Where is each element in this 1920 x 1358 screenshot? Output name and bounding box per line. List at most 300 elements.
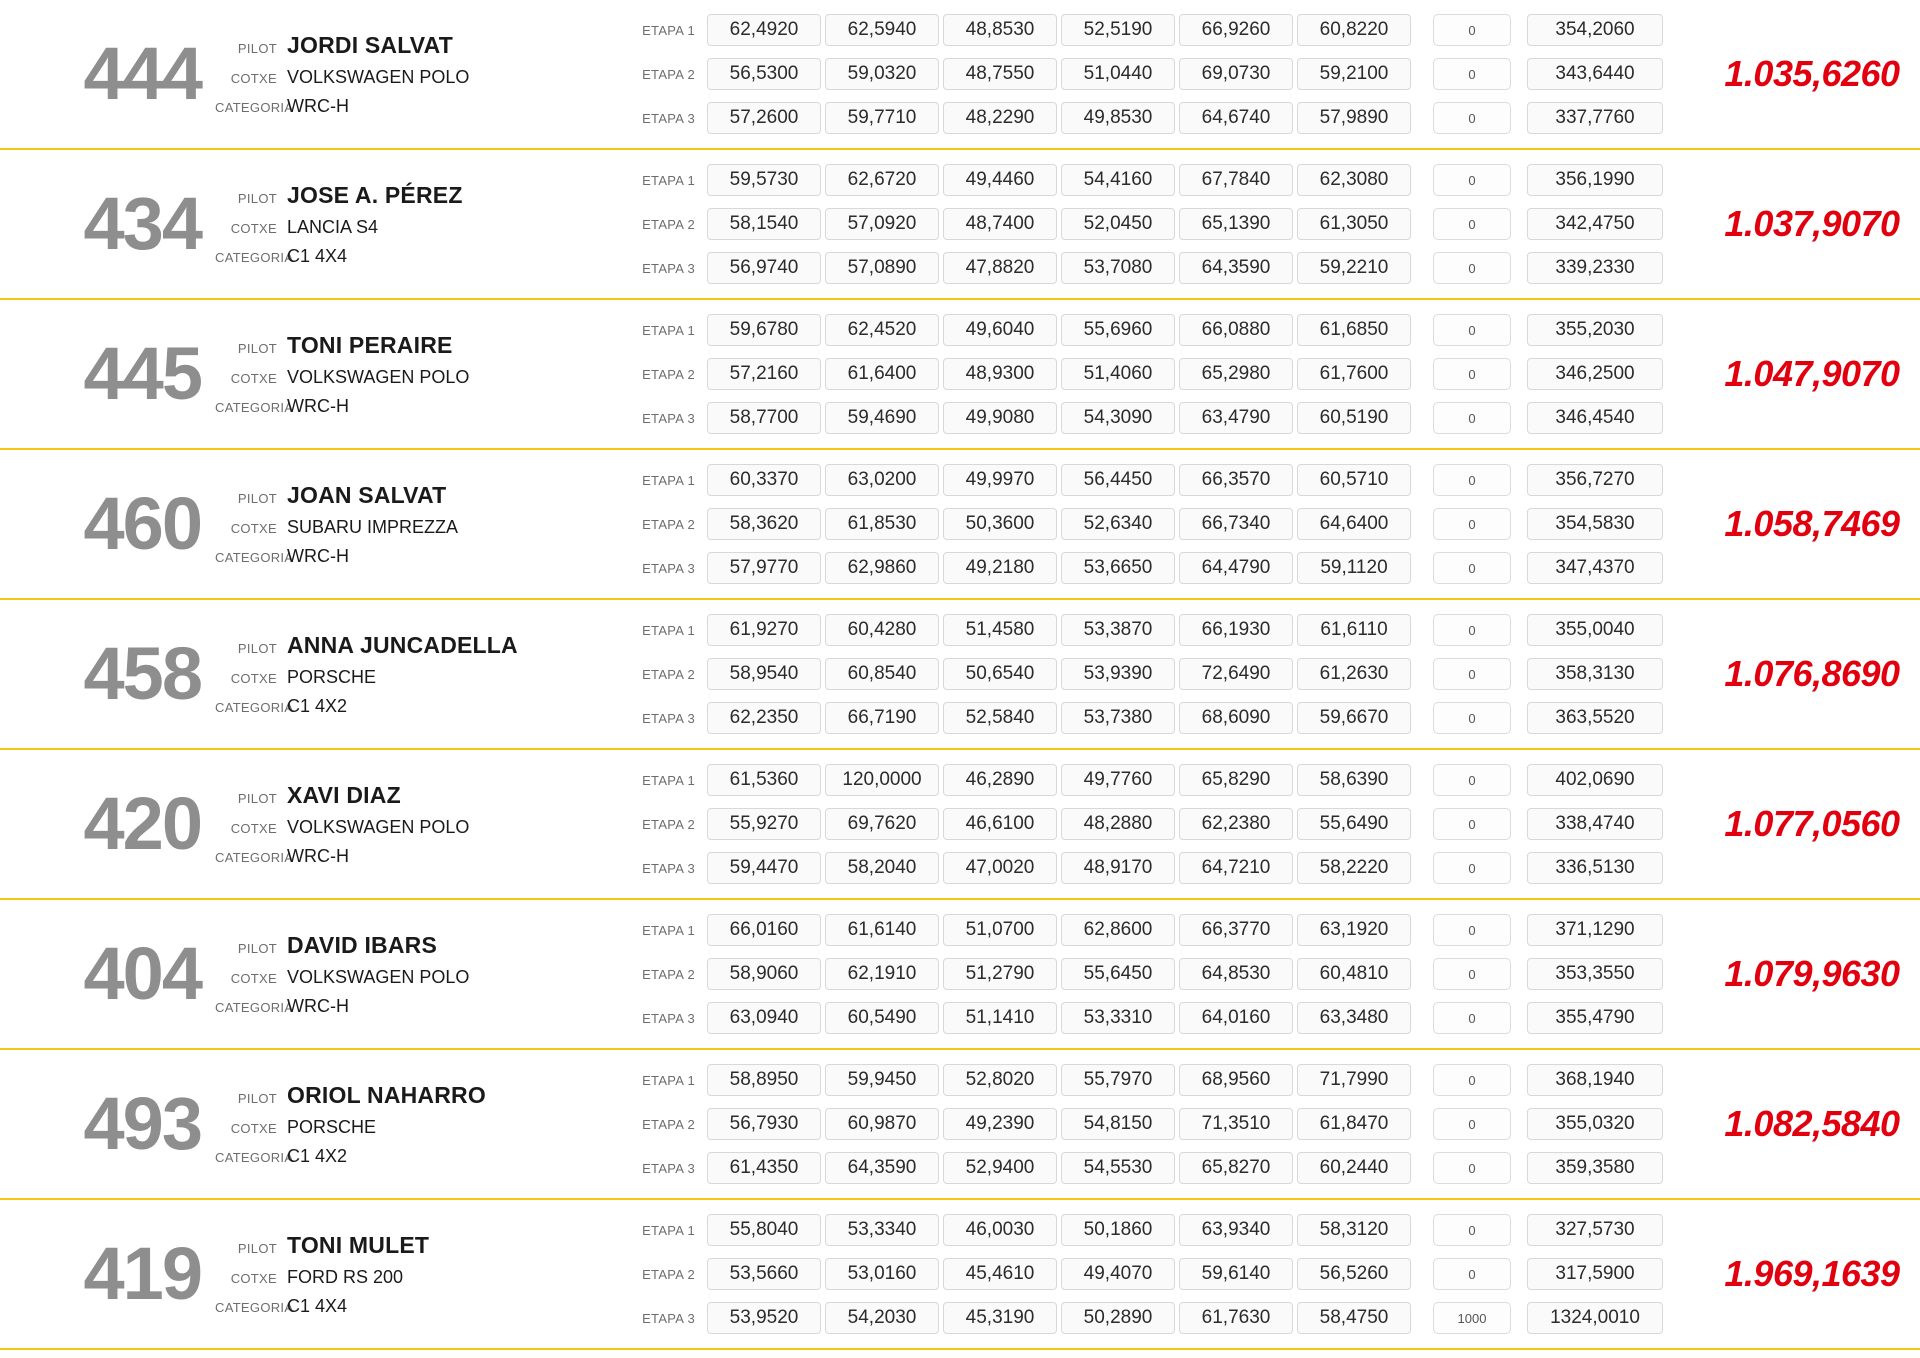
section-time[interactable]: 68,9560	[1179, 1064, 1293, 1096]
grand-total-cell	[1663, 150, 1920, 298]
section-time[interactable]: 61,6110	[1297, 614, 1411, 646]
section-time[interactable]: 57,9890	[1297, 102, 1411, 134]
section-time[interactable]: 48,2290	[943, 102, 1057, 134]
pilot-label: PILOT	[237, 640, 277, 656]
penalty-value[interactable]: 0	[1433, 14, 1511, 46]
section-time[interactable]: 55,7970	[1061, 1064, 1175, 1096]
stage-total[interactable]: 355,0040	[1527, 614, 1663, 646]
section-time[interactable]: 66,7190	[825, 702, 939, 734]
stage-label: ETAPA 2	[642, 966, 695, 982]
penalty-value[interactable]: 0	[1433, 852, 1511, 884]
section-time[interactable]: 51,2790	[943, 958, 1057, 990]
section-time[interactable]: 60,8540	[825, 658, 939, 690]
section-time[interactable]: 57,9770	[707, 552, 821, 584]
section-time[interactable]: 53,5660	[707, 1258, 821, 1290]
stage-total[interactable]: 354,2060	[1527, 14, 1663, 46]
info-row	[215, 182, 635, 209]
section-time[interactable]: 72,6490	[1179, 658, 1293, 690]
section-time[interactable]: 59,2100	[1297, 58, 1411, 90]
section-time[interactable]: 51,4060	[1061, 358, 1175, 390]
competitor-number: 420	[83, 782, 201, 865]
stage-row	[635, 758, 1663, 802]
section-time[interactable]: 57,2600	[707, 102, 821, 134]
section-time[interactable]: 51,0440	[1061, 58, 1175, 90]
stage-total[interactable]: 337,7760	[1527, 102, 1663, 134]
section-time[interactable]: 52,5190	[1061, 14, 1175, 46]
section-time[interactable]: 55,8040	[707, 1214, 821, 1246]
pilot-name: ORIOL NAHARRO	[287, 1081, 486, 1108]
section-time[interactable]: 61,6850	[1297, 314, 1411, 346]
section-time[interactable]: 58,7700	[707, 402, 821, 434]
section-time[interactable]: 64,4790	[1179, 552, 1293, 584]
section-time[interactable]: 63,3480	[1297, 1002, 1411, 1034]
grand-total: 1.076,8690	[1724, 653, 1900, 694]
section-time[interactable]: 45,4610	[943, 1258, 1057, 1290]
competitor-number-cell	[0, 300, 215, 448]
section-time[interactable]: 61,6400	[825, 358, 939, 390]
section-time[interactable]: 66,7340	[1179, 508, 1293, 540]
section-time[interactable]: 64,6740	[1179, 102, 1293, 134]
category-label: CATEGORIA	[215, 699, 294, 715]
section-time[interactable]: 61,9270	[707, 614, 821, 646]
section-time[interactable]: 71,3510	[1179, 1108, 1293, 1140]
stage-row	[635, 308, 1663, 352]
info-row	[215, 1146, 635, 1167]
section-time[interactable]: 65,8290	[1179, 764, 1293, 796]
info-row	[215, 1232, 635, 1259]
stage-total[interactable]: 346,2500	[1527, 358, 1663, 390]
section-time[interactable]: 59,6670	[1297, 702, 1411, 734]
info-row	[215, 217, 635, 238]
info-row	[215, 96, 635, 117]
penalty-value[interactable]: 0	[1433, 1258, 1511, 1290]
stage-label: ETAPA 2	[642, 516, 695, 532]
penalty-value[interactable]: 0	[1433, 508, 1511, 540]
stage-label: ETAPA 3	[642, 260, 695, 276]
section-time[interactable]: 64,3590	[1179, 252, 1293, 284]
pilot-label: PILOT	[237, 1090, 277, 1106]
penalty-value[interactable]: 0	[1433, 702, 1511, 734]
info-row	[215, 817, 635, 838]
section-time[interactable]: 53,9390	[1061, 658, 1175, 690]
section-time[interactable]: 71,7990	[1297, 1064, 1411, 1096]
penalty-value[interactable]: 0	[1433, 958, 1511, 990]
penalty-value[interactable]: 0	[1433, 658, 1511, 690]
section-time[interactable]: 49,2180	[943, 552, 1057, 584]
section-time[interactable]: 66,3770	[1179, 914, 1293, 946]
section-time[interactable]: 52,8020	[943, 1064, 1057, 1096]
section-time[interactable]: 60,2440	[1297, 1152, 1411, 1184]
section-time[interactable]: 59,5730	[707, 164, 821, 196]
competitor-info	[215, 300, 635, 448]
stage-total[interactable]: 368,1940	[1527, 1064, 1663, 1096]
competitor-info	[215, 0, 635, 148]
stage-total[interactable]: 327,5730	[1527, 1214, 1663, 1246]
stage-row	[635, 1058, 1663, 1102]
section-time[interactable]: 48,2880	[1061, 808, 1175, 840]
section-time[interactable]: 58,3120	[1297, 1214, 1411, 1246]
section-time[interactable]: 62,2350	[707, 702, 821, 734]
penalty-value[interactable]: 0	[1433, 314, 1511, 346]
competitor-info	[215, 900, 635, 1048]
stage-total[interactable]: 336,5130	[1527, 852, 1663, 884]
section-time[interactable]: 50,3600	[943, 508, 1057, 540]
section-time[interactable]: 65,2980	[1179, 358, 1293, 390]
section-time[interactable]: 54,3090	[1061, 402, 1175, 434]
car-label: COTXE	[230, 70, 277, 86]
stage-total[interactable]: 355,0320	[1527, 1108, 1663, 1140]
stage-total[interactable]: 356,7270	[1527, 464, 1663, 496]
section-time[interactable]: 55,6450	[1061, 958, 1175, 990]
section-time[interactable]: 57,0920	[825, 208, 939, 240]
section-time[interactable]: 58,2040	[825, 852, 939, 884]
section-time[interactable]: 62,4920	[707, 14, 821, 46]
section-time[interactable]: 68,6090	[1179, 702, 1293, 734]
penalty-value[interactable]: 0	[1433, 764, 1511, 796]
penalty-value[interactable]: 0	[1433, 208, 1511, 240]
result-entry	[0, 1200, 1920, 1350]
section-time[interactable]: 65,1390	[1179, 208, 1293, 240]
stage-label: ETAPA 2	[642, 666, 695, 682]
section-time[interactable]: 56,5300	[707, 58, 821, 90]
section-time[interactable]: 53,0160	[825, 1258, 939, 1290]
penalty-value[interactable]: 0	[1433, 1108, 1511, 1140]
section-time[interactable]: 62,9860	[825, 552, 939, 584]
stage-total[interactable]: 353,3550	[1527, 958, 1663, 990]
stage-total[interactable]: 402,0690	[1527, 764, 1663, 796]
stage-row	[635, 1102, 1663, 1146]
section-time[interactable]: 59,4690	[825, 402, 939, 434]
section-time[interactable]: 49,9970	[943, 464, 1057, 496]
penalty-value[interactable]: 0	[1433, 552, 1511, 584]
section-time[interactable]: 120,0000	[825, 764, 939, 796]
section-time[interactable]: 61,3050	[1297, 208, 1411, 240]
section-time[interactable]: 60,4280	[825, 614, 939, 646]
stage-total[interactable]: 346,4540	[1527, 402, 1663, 434]
info-row	[215, 846, 635, 867]
section-time[interactable]: 46,0030	[943, 1214, 1057, 1246]
section-time[interactable]: 62,5940	[825, 14, 939, 46]
section-time[interactable]: 62,8600	[1061, 914, 1175, 946]
stage-row	[635, 908, 1663, 952]
section-time[interactable]: 47,8820	[943, 252, 1057, 284]
section-time[interactable]: 64,8530	[1179, 958, 1293, 990]
penalty-value[interactable]: 0	[1433, 58, 1511, 90]
section-time[interactable]: 57,0890	[825, 252, 939, 284]
stage-row	[635, 996, 1663, 1040]
section-time[interactable]: 59,7710	[825, 102, 939, 134]
section-time[interactable]: 61,8470	[1297, 1108, 1411, 1140]
section-time[interactable]: 48,9300	[943, 358, 1057, 390]
section-time[interactable]: 53,7080	[1061, 252, 1175, 284]
penalty-value[interactable]: 0	[1433, 402, 1511, 434]
section-time[interactable]: 50,2890	[1061, 1302, 1175, 1334]
section-time[interactable]: 67,7840	[1179, 164, 1293, 196]
car-name: VOLKSWAGEN POLO	[287, 366, 470, 387]
penalty-value[interactable]: 1000	[1433, 1302, 1511, 1334]
stage-total[interactable]: 343,6440	[1527, 58, 1663, 90]
info-row	[215, 367, 635, 388]
stage-total[interactable]: 1324,0010	[1527, 1302, 1663, 1334]
info-row	[215, 932, 635, 959]
section-time[interactable]: 59,4470	[707, 852, 821, 884]
section-time[interactable]: 49,9080	[943, 402, 1057, 434]
penalty-value[interactable]: 0	[1433, 1002, 1511, 1034]
stage-label: ETAPA 3	[642, 1160, 695, 1176]
section-time[interactable]: 50,1860	[1061, 1214, 1175, 1246]
section-time[interactable]: 54,5530	[1061, 1152, 1175, 1184]
section-time[interactable]: 49,8530	[1061, 102, 1175, 134]
section-time[interactable]: 49,6040	[943, 314, 1057, 346]
section-time[interactable]: 46,6100	[943, 808, 1057, 840]
section-time[interactable]: 53,3870	[1061, 614, 1175, 646]
section-time[interactable]: 61,7630	[1179, 1302, 1293, 1334]
section-time[interactable]: 63,0200	[825, 464, 939, 496]
stage-total[interactable]: 355,4790	[1527, 1002, 1663, 1034]
section-time[interactable]: 62,3080	[1297, 164, 1411, 196]
section-time[interactable]: 56,5260	[1297, 1258, 1411, 1290]
penalty-value[interactable]: 0	[1433, 914, 1511, 946]
section-time[interactable]: 59,6140	[1179, 1258, 1293, 1290]
info-row	[215, 67, 635, 88]
section-time[interactable]: 66,0880	[1179, 314, 1293, 346]
section-time[interactable]: 60,5710	[1297, 464, 1411, 496]
penalty-value[interactable]: 0	[1433, 252, 1511, 284]
section-time[interactable]: 52,0450	[1061, 208, 1175, 240]
result-entry	[0, 750, 1920, 900]
section-time[interactable]: 55,9270	[707, 808, 821, 840]
stage-times	[635, 900, 1663, 1048]
section-time[interactable]: 60,8220	[1297, 14, 1411, 46]
section-time[interactable]: 63,1920	[1297, 914, 1411, 946]
section-time[interactable]: 60,9870	[825, 1108, 939, 1140]
section-time[interactable]: 61,8530	[825, 508, 939, 540]
section-time[interactable]: 58,8950	[707, 1064, 821, 1096]
stage-total[interactable]: 358,3130	[1527, 658, 1663, 690]
section-time[interactable]: 55,6960	[1061, 314, 1175, 346]
section-time[interactable]: 58,4750	[1297, 1302, 1411, 1334]
car-name: VOLKSWAGEN POLO	[287, 966, 470, 987]
car-label: COTXE	[230, 970, 277, 986]
section-time[interactable]: 48,8530	[943, 14, 1057, 46]
section-time[interactable]: 62,6720	[825, 164, 939, 196]
grand-total: 1.037,9070	[1724, 203, 1900, 244]
section-time[interactable]: 59,0320	[825, 58, 939, 90]
section-time[interactable]: 52,9400	[943, 1152, 1057, 1184]
section-time[interactable]: 58,9060	[707, 958, 821, 990]
section-time[interactable]: 61,5360	[707, 764, 821, 796]
stage-total[interactable]: 359,3580	[1527, 1152, 1663, 1184]
section-time[interactable]: 48,7550	[943, 58, 1057, 90]
section-time[interactable]: 51,1410	[943, 1002, 1057, 1034]
competitor-info	[215, 1050, 635, 1198]
competitor-number: 419	[83, 1232, 201, 1315]
section-time[interactable]: 62,4520	[825, 314, 939, 346]
section-time[interactable]: 46,2890	[943, 764, 1057, 796]
category-name: C1 4X4	[287, 245, 348, 266]
penalty-value[interactable]: 0	[1433, 614, 1511, 646]
stage-label: ETAPA 2	[642, 816, 695, 832]
pilot-label: PILOT	[237, 940, 277, 956]
stage-label: ETAPA 1	[642, 172, 695, 188]
car-label: COTXE	[230, 220, 277, 236]
section-time[interactable]: 54,8150	[1061, 1108, 1175, 1140]
section-time[interactable]: 64,0160	[1179, 1002, 1293, 1034]
section-time[interactable]: 66,0160	[707, 914, 821, 946]
section-time[interactable]: 53,3310	[1061, 1002, 1175, 1034]
section-time[interactable]: 49,4460	[943, 164, 1057, 196]
section-time[interactable]: 60,3370	[707, 464, 821, 496]
stage-total[interactable]: 355,2030	[1527, 314, 1663, 346]
section-time[interactable]: 52,6340	[1061, 508, 1175, 540]
competitor-info	[215, 1200, 635, 1348]
section-time[interactable]: 53,7380	[1061, 702, 1175, 734]
competitor-info	[215, 150, 635, 298]
info-row	[215, 782, 635, 809]
grand-total-cell	[1663, 0, 1920, 148]
stage-total[interactable]: 338,4740	[1527, 808, 1663, 840]
category-label: CATEGORIA	[215, 1299, 294, 1315]
result-entry	[0, 1050, 1920, 1200]
section-time[interactable]: 52,5840	[943, 702, 1057, 734]
section-time[interactable]: 69,0730	[1179, 58, 1293, 90]
stage-total[interactable]: 339,2330	[1527, 252, 1663, 284]
section-time[interactable]: 61,2630	[1297, 658, 1411, 690]
penalty-value[interactable]: 0	[1433, 1064, 1511, 1096]
section-time[interactable]: 69,7620	[825, 808, 939, 840]
section-time[interactable]: 59,9450	[825, 1064, 939, 1096]
section-time[interactable]: 59,1120	[1297, 552, 1411, 584]
car-name: PORSCHE	[287, 666, 377, 687]
grand-total-cell	[1663, 750, 1920, 898]
section-time[interactable]: 63,0940	[707, 1002, 821, 1034]
stage-total[interactable]: 342,4750	[1527, 208, 1663, 240]
section-time[interactable]: 61,7600	[1297, 358, 1411, 390]
stage-total[interactable]: 356,1990	[1527, 164, 1663, 196]
stage-total[interactable]: 347,4370	[1527, 552, 1663, 584]
competitor-number-cell	[0, 450, 215, 598]
section-time[interactable]: 64,3590	[825, 1152, 939, 1184]
penalty-value[interactable]: 0	[1433, 1152, 1511, 1184]
section-time[interactable]: 65,8270	[1179, 1152, 1293, 1184]
stage-row	[635, 458, 1663, 502]
grand-total: 1.035,6260	[1724, 53, 1900, 94]
section-time[interactable]: 66,9260	[1179, 14, 1293, 46]
section-time[interactable]: 61,4350	[707, 1152, 821, 1184]
category-label: CATEGORIA	[215, 1149, 294, 1165]
category-name: C1 4X2	[287, 695, 348, 716]
section-time[interactable]: 54,2030	[825, 1302, 939, 1334]
stage-total[interactable]: 317,5900	[1527, 1258, 1663, 1290]
section-time[interactable]: 48,9170	[1061, 852, 1175, 884]
section-time[interactable]: 64,6400	[1297, 508, 1411, 540]
grand-total: 1.082,5840	[1724, 1103, 1900, 1144]
section-time[interactable]: 66,3570	[1179, 464, 1293, 496]
pilot-label: PILOT	[237, 190, 277, 206]
section-time[interactable]: 50,6540	[943, 658, 1057, 690]
penalty-value[interactable]: 0	[1433, 164, 1511, 196]
grand-total-cell	[1663, 600, 1920, 748]
section-time[interactable]: 53,9520	[707, 1302, 821, 1334]
stage-label: ETAPA 3	[642, 410, 695, 426]
section-time[interactable]: 49,7760	[1061, 764, 1175, 796]
stage-total[interactable]: 363,5520	[1527, 702, 1663, 734]
section-time[interactable]: 49,2390	[943, 1108, 1057, 1140]
competitor-number: 444	[83, 32, 201, 115]
penalty-value[interactable]: 0	[1433, 464, 1511, 496]
stage-label: ETAPA 1	[642, 322, 695, 338]
section-time[interactable]: 54,4160	[1061, 164, 1175, 196]
competitor-number-cell	[0, 750, 215, 898]
section-time[interactable]: 55,6490	[1297, 808, 1411, 840]
penalty-value[interactable]: 0	[1433, 358, 1511, 390]
section-time[interactable]: 59,2210	[1297, 252, 1411, 284]
grand-total: 1.077,0560	[1724, 803, 1900, 844]
grand-total-cell	[1663, 300, 1920, 448]
section-time[interactable]: 48,7400	[943, 208, 1057, 240]
section-time[interactable]: 57,2160	[707, 358, 821, 390]
pilot-name: XAVI DIAZ	[287, 781, 401, 808]
stage-row	[635, 1208, 1663, 1252]
section-time[interactable]: 56,4450	[1061, 464, 1175, 496]
section-time[interactable]: 58,2220	[1297, 852, 1411, 884]
penalty-value[interactable]: 0	[1433, 808, 1511, 840]
stage-label: ETAPA 3	[642, 110, 695, 126]
section-time[interactable]: 58,1540	[707, 208, 821, 240]
car-name: LANCIA S4	[287, 216, 379, 237]
stage-row	[635, 608, 1663, 652]
section-time[interactable]: 51,4580	[943, 614, 1057, 646]
section-time[interactable]: 56,9740	[707, 252, 821, 284]
section-time[interactable]: 51,0700	[943, 914, 1057, 946]
section-time[interactable]: 58,9540	[707, 658, 821, 690]
category-name: C1 4X2	[287, 1145, 348, 1166]
section-time[interactable]: 58,3620	[707, 508, 821, 540]
section-time[interactable]: 49,4070	[1061, 1258, 1175, 1290]
section-time[interactable]: 53,3340	[825, 1214, 939, 1246]
penalty-value[interactable]: 0	[1433, 102, 1511, 134]
penalty-value[interactable]: 0	[1433, 1214, 1511, 1246]
competitor-number-cell	[0, 600, 215, 748]
grand-total-cell	[1663, 450, 1920, 598]
section-time[interactable]: 56,7930	[707, 1108, 821, 1140]
section-time[interactable]: 63,9340	[1179, 1214, 1293, 1246]
section-time[interactable]: 59,6780	[707, 314, 821, 346]
stage-label: ETAPA 3	[642, 560, 695, 576]
section-time[interactable]: 62,2380	[1179, 808, 1293, 840]
category-label: CATEGORIA	[215, 999, 294, 1015]
stage-row	[635, 952, 1663, 996]
section-time[interactable]: 60,5190	[1297, 402, 1411, 434]
section-time[interactable]: 66,1930	[1179, 614, 1293, 646]
stage-total[interactable]: 371,1290	[1527, 914, 1663, 946]
section-time[interactable]: 58,6390	[1297, 764, 1411, 796]
stage-times	[635, 0, 1663, 148]
stage-times	[635, 600, 1663, 748]
info-row	[215, 332, 635, 359]
section-time[interactable]: 60,5490	[825, 1002, 939, 1034]
section-time[interactable]: 62,1910	[825, 958, 939, 990]
section-time[interactable]: 53,6650	[1061, 552, 1175, 584]
section-time[interactable]: 61,6140	[825, 914, 939, 946]
info-row	[215, 996, 635, 1017]
stage-total[interactable]: 354,5830	[1527, 508, 1663, 540]
section-time[interactable]: 47,0020	[943, 852, 1057, 884]
section-time[interactable]: 45,3190	[943, 1302, 1057, 1334]
section-time[interactable]: 64,7210	[1179, 852, 1293, 884]
section-time[interactable]: 63,4790	[1179, 402, 1293, 434]
section-time[interactable]: 60,4810	[1297, 958, 1411, 990]
